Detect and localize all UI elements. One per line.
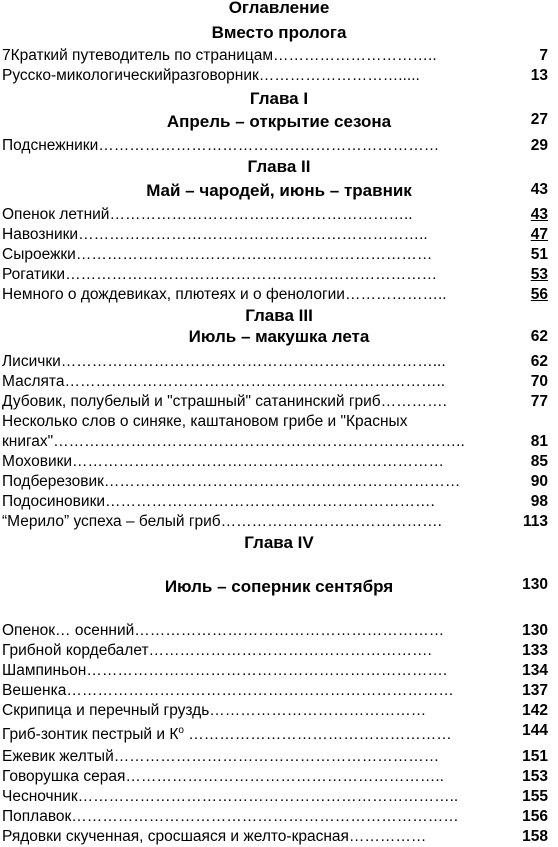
entry-page: 81 — [530, 433, 548, 450]
entry-page: 29 — [530, 137, 548, 154]
toc-entry[interactable] — [0, 452, 558, 472]
entry-page: 85 — [530, 453, 548, 470]
toc-entry[interactable] — [0, 787, 558, 807]
entry-page: 70 — [530, 373, 548, 390]
entry-label-dots: …………………………………………… — [183, 726, 452, 743]
entry-page: 144 — [522, 722, 548, 739]
toc-entry[interactable] — [0, 225, 558, 245]
entry-page: 43 — [530, 206, 548, 223]
toc-entry[interactable] — [0, 807, 558, 827]
entry-page: 133 — [522, 642, 548, 659]
entry-label: Русско-микологическийразговорник………………………..... — [2, 67, 420, 84]
toc-entry[interactable] — [0, 472, 558, 492]
entry-label: Грибной кордебалет………………………………………………. — [2, 642, 432, 659]
entry-label: Навозники………………………………………………………….. — [2, 226, 428, 243]
entry-label: Лисички………………………………………………………………... — [2, 353, 446, 370]
chapter-title[interactable]: Июль – макушка лета — [188, 327, 370, 346]
entry-label-line1[interactable]: Несколько слов о синяке, каштановом грибе и "Красных — [2, 413, 408, 430]
toc-entry[interactable] — [0, 136, 558, 156]
entry-label-superscript: о — [178, 724, 184, 736]
entry-page: 53 — [530, 266, 548, 283]
toc-entry[interactable] — [0, 767, 558, 787]
entry-label: Опенок… осенний…………………………………………………… — [2, 622, 445, 639]
toc-entry[interactable] — [0, 392, 558, 412]
entry-page: 155 — [522, 788, 548, 805]
chapter-title-page: 62 — [530, 328, 548, 345]
entry-label: Рогатики……………………………………………………………… — [2, 266, 438, 283]
toc-entry[interactable] — [0, 641, 558, 661]
entry-page: 13 — [530, 67, 548, 84]
toc-heading: Оглавление — [228, 0, 330, 17]
toc-entry[interactable] — [0, 372, 558, 392]
entry-page: 77 — [530, 393, 548, 410]
toc-entry[interactable] — [0, 701, 558, 721]
entry-label: Опенок летний………………………………………………….. — [2, 206, 413, 223]
entry-label-text: Гриб-зонтик пестрый и К — [2, 726, 179, 743]
chapter-heading: Глава II — [247, 157, 311, 176]
chapter-title-page: 27 — [530, 111, 548, 128]
toc-entry[interactable] — [0, 621, 558, 641]
toc-entry[interactable] — [0, 245, 558, 265]
entry-label: Подберезовик…………………………………………………………… — [2, 473, 461, 490]
toc-entry[interactable] — [0, 285, 558, 305]
entry-page: 113 — [522, 513, 548, 530]
entry-label: Вешенка………………………………………………………………… — [2, 682, 454, 699]
entry-label: Поплавок………………………………………………………………… — [2, 808, 459, 825]
entry-page: 158 — [522, 828, 548, 845]
entry-page: 98 — [530, 493, 548, 510]
entry-page: 7 — [539, 47, 548, 64]
entry-label: 7Краткий путеводитель по страницам………………………….. — [2, 47, 437, 64]
entry-label: Ежевик желтый……………………………………………………… — [2, 748, 440, 765]
entry-label: Подосиновики………………………………………………………. — [2, 493, 435, 510]
toc-entry[interactable] — [0, 827, 558, 847]
chapter-heading: Глава IV — [244, 533, 314, 552]
toc-entry[interactable] — [0, 265, 558, 285]
toc-entry[interactable] — [0, 205, 558, 225]
entry-page: 137 — [522, 682, 548, 699]
chapter-heading: Глава I — [249, 89, 309, 108]
entry-page: 142 — [522, 702, 548, 719]
entry-label: Дубовик, полубелый и "страшный" сатанинский гриб…………. — [2, 393, 447, 410]
entry-label: Маслята……………………………………………………………….. — [2, 373, 446, 390]
entry-label — [2, 725, 452, 745]
entry-label: Скрипица и перечный груздь…………………………………… — [2, 702, 427, 719]
toc-entry[interactable] — [0, 432, 558, 452]
entry-page: 156 — [522, 808, 548, 825]
chapter-title-page: 43 — [530, 181, 548, 198]
entry-label: Чесночник……………………………………………………………….. — [2, 788, 459, 805]
entry-label: “Мерило” успеха – белый гриб……………………………………. — [2, 513, 442, 530]
entry-page: 90 — [530, 473, 548, 490]
entry-label: Моховики……………………………………………………………… — [2, 453, 445, 470]
entry-page: 134 — [522, 662, 548, 679]
toc-entry[interactable] — [0, 492, 558, 512]
toc-entry[interactable] — [0, 46, 558, 66]
entry-label: Подснежники………………………………………………………… — [2, 137, 440, 154]
chapter-title[interactable]: Июль – соперник сентября — [164, 577, 394, 596]
entry-label-line2: книгах"…………………………………………………………………….. — [2, 433, 465, 450]
chapter-title[interactable]: Апрель – открытие сезона — [166, 112, 392, 131]
toc-entry[interactable] — [0, 66, 558, 86]
toc-entry[interactable] — [0, 681, 558, 701]
chapter-title[interactable]: Май – чародей, июнь – травник — [146, 181, 412, 200]
prologue-heading: Вместо пролога — [211, 23, 347, 42]
entry-label: Говорушка серая…………………………………………………….. — [2, 768, 444, 785]
chapter-title-page: 130 — [522, 576, 548, 593]
entry-page: 153 — [522, 768, 548, 785]
entry-label: Рядовки скученная, сросшаяся и желто-красная…………… — [2, 828, 427, 845]
entry-page: 62 — [530, 353, 548, 370]
toc-entry[interactable] — [0, 512, 558, 532]
entry-page: 51 — [530, 246, 548, 263]
toc-entry[interactable] — [0, 352, 558, 372]
entry-page: 130 — [522, 622, 548, 639]
toc-entry[interactable] — [0, 661, 558, 681]
entry-label: Немного о дождевиках, плютеях и о фенологии……………….. — [2, 286, 447, 303]
entry-page: 56 — [530, 286, 548, 303]
entry-label: Шампиньон……………………………………………………………. — [2, 662, 448, 679]
entry-label: Сыроежки…………………………………………………………… — [2, 246, 433, 263]
entry-page: 151 — [522, 748, 548, 765]
toc-entry[interactable] — [0, 722, 558, 745]
chapter-heading: Глава III — [245, 306, 313, 325]
entry-page: 47 — [530, 226, 548, 243]
toc-entry[interactable] — [0, 747, 558, 767]
